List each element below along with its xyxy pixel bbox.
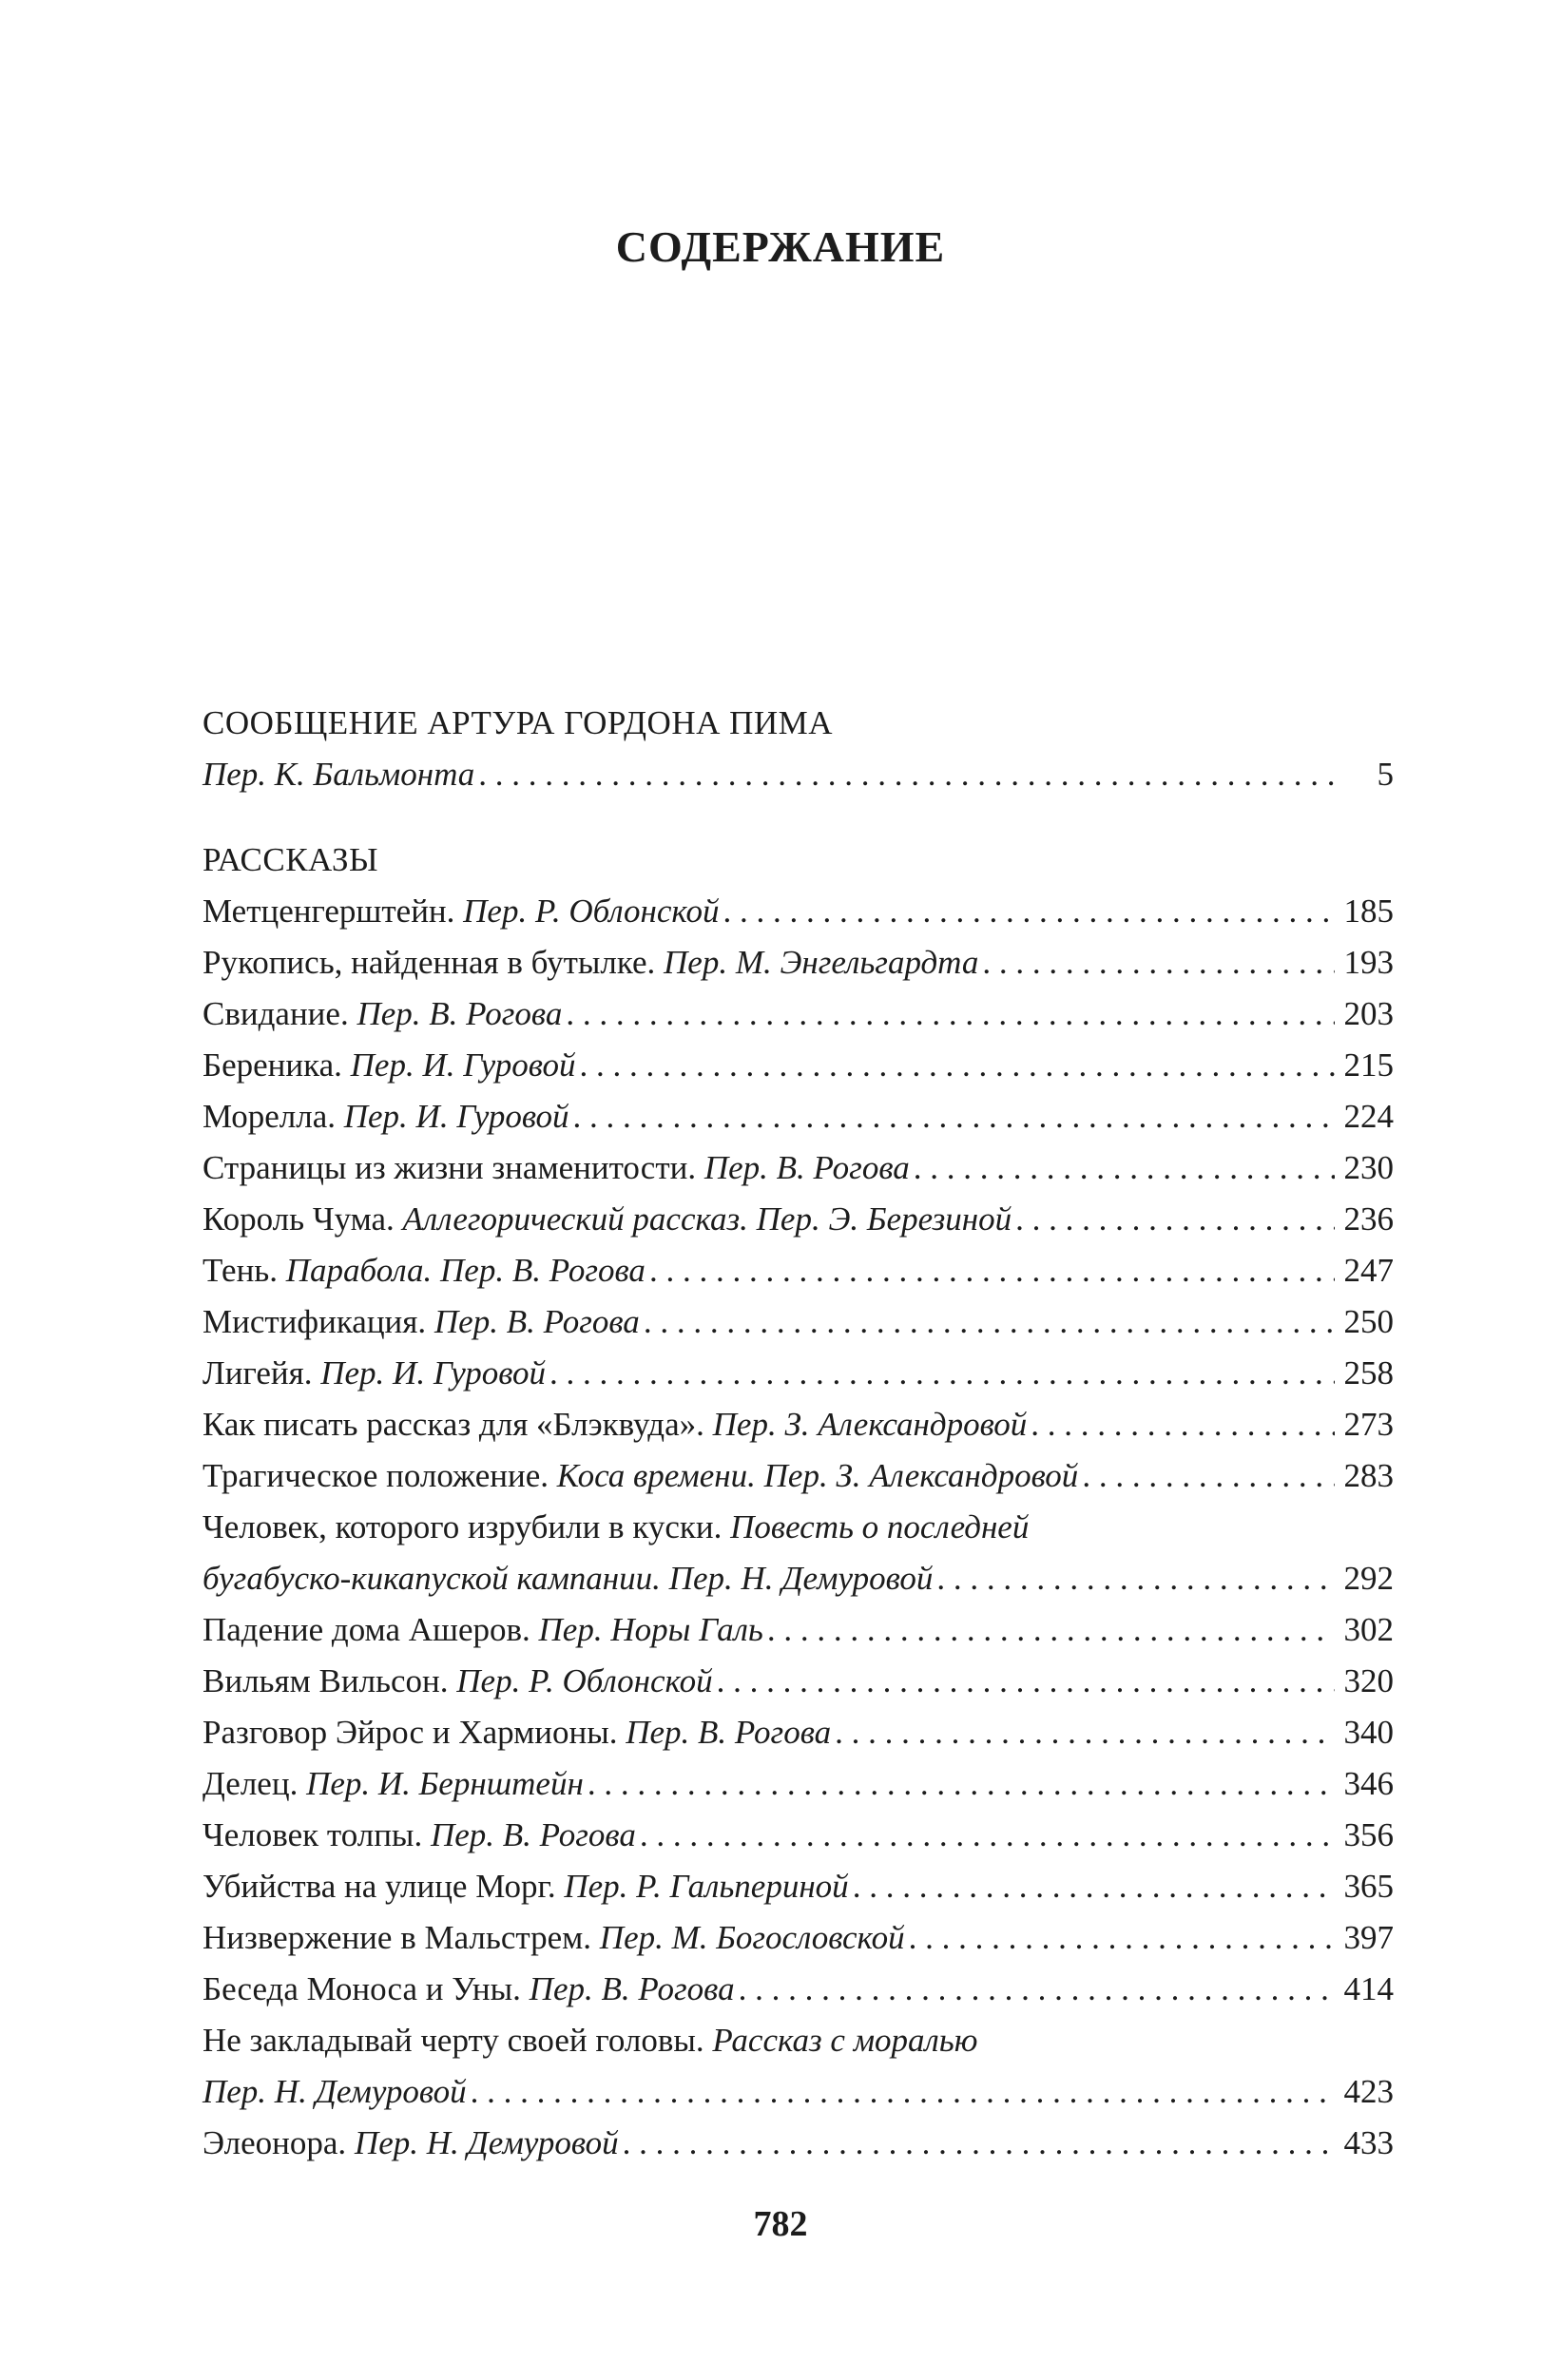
page-title: СОДЕРЖАНИЕ [615,222,946,271]
entry-page: 193 [1343,944,1394,981]
dot-leader [478,749,1335,800]
toc-entry[interactable] [202,1707,1394,1758]
entry-title: Падение дома Ашеров. [202,1611,539,1648]
toc-entry[interactable] [202,1861,1394,1912]
dot-leader [909,1912,1335,1964]
entry-page: 292 [1343,1560,1394,1597]
toc-entry[interactable] [202,1810,1394,1861]
entry-text [202,749,474,800]
entry-title: Метценгерштейн. [202,892,464,930]
entry-text [202,1964,735,2015]
dot-leader [471,2066,1335,2118]
entry-page: 203 [1343,995,1394,1032]
entry-translator: Пер. В. Рогова [434,1303,640,1340]
entry-text [202,1091,569,1142]
entry-page: 320 [1343,1662,1394,1699]
entry-text [202,1912,905,1964]
entry-translator: Пер. И. Бернштейн [306,1765,584,1802]
entry-title: Беседа Моноса и Уны. [202,1970,530,2007]
dot-leader [588,1758,1335,1810]
dot-leader [739,1964,1335,2015]
entry-title: Как писать рассказ для «Блэквуда». [202,1406,713,1443]
entry-translator: Пер. В. Рогова [626,1714,832,1751]
toc-entry[interactable] [202,749,1394,800]
entry-second-line [202,2066,1394,2118]
entry-text [202,1810,636,1861]
entry-translator: Парабола. Пер. В. Рогова [285,1252,646,1289]
entry-text [202,1194,1012,1245]
entry-title: Низвержение в Мальстрем. [202,1919,600,1956]
entry-text [202,988,562,1040]
entry-title: Разговор Эйрос и Хармионы. [202,1714,626,1751]
entry-page: 250 [1343,1303,1394,1340]
entry-translator: Пер. Р. Облонской [463,892,720,930]
toc-entry-multiline[interactable] [202,2015,1394,2118]
entry-text [202,1758,584,1810]
toc-entry[interactable] [202,1450,1394,1502]
entry-title: Береника. [202,1046,351,1084]
entry-translator: Пер. В. Рогова [529,1970,735,2007]
entry-translator: Пер. И. Гуровой [320,1354,547,1392]
entry-page: 423 [1343,2073,1394,2110]
dot-leader [566,988,1335,1040]
entry-page: 273 [1343,1406,1394,1443]
entry-translator: Пер. З. Александровой [712,1406,1028,1443]
entry-page: 258 [1343,1354,1394,1392]
entry-title: Делец. [202,1765,307,1802]
entry-text [202,1707,831,1758]
entry-page: 302 [1343,1611,1394,1648]
entry-text [202,886,719,937]
entry-page: 247 [1343,1252,1394,1289]
dot-leader [579,1040,1335,1091]
entry-second-line [202,1553,1394,1604]
dot-leader [623,2118,1335,2169]
page-number: 782 [753,2204,808,2244]
entry-title: Убийства на улице Морг. [202,1868,565,1905]
entry-translator: Пер. И. Гуровой [343,1098,569,1135]
entry-translator: Пер. Р. Гальпериной [564,1868,849,1905]
dot-leader [644,1296,1335,1348]
entry-translator: Пер. М. Энгельгардта [664,944,979,981]
entry-text [202,1142,910,1194]
entry-title: Вильям Вильсон. [202,1662,457,1699]
toc-entry[interactable] [202,1758,1394,1810]
dot-leader [1082,1450,1335,1502]
dot-leader [649,1245,1335,1296]
toc-entry[interactable] [202,1245,1394,1296]
entry-text [202,937,978,988]
entry-translator: бугабуско-кикапуской кампании. Пер. Н. Демуровой [202,1560,934,1597]
toc-entry[interactable] [202,1194,1394,1245]
entry-title: Морелла. [202,1098,344,1135]
entry-translator: Пер. В. Рогова [703,1149,910,1186]
toc-entry[interactable] [202,1040,1394,1091]
entry-text [202,1245,646,1296]
entry-translator: Пер. И. Гуровой [350,1046,576,1084]
entry-page: 356 [1343,1816,1394,1853]
entry-text [202,1040,575,1091]
entry-subtitle: Повесть о последней [730,1508,1030,1545]
dot-leader [717,1656,1335,1707]
toc-entry[interactable] [202,1604,1394,1656]
dot-leader [936,1553,1335,1604]
entry-title: Трагическое положение. [202,1457,557,1494]
dot-leader [982,937,1335,988]
entry-page: 5 [1377,756,1394,793]
toc-entry[interactable] [202,1656,1394,1707]
entry-page: 340 [1343,1714,1394,1751]
dot-leader [573,1091,1335,1142]
entry-page: 230 [1343,1149,1394,1186]
entry-text [202,1604,763,1656]
entry-title: Человек толпы. [202,1816,431,1853]
entry-first-line [202,2015,1394,2066]
entry-translator: Аллегорический рассказ. Пер. Э. Березиной [402,1200,1012,1238]
entry-text [202,1861,849,1912]
entry-page: 185 [1343,892,1394,930]
toc-entry[interactable] [202,1399,1394,1450]
entry-page: 224 [1343,1098,1394,1135]
toc-entry-multiline[interactable] [202,1502,1394,1604]
entry-page: 283 [1343,1457,1394,1494]
toc-entry[interactable] [202,886,1394,937]
dot-leader [1015,1194,1335,1245]
entry-page: 346 [1343,1765,1394,1802]
dot-leader [853,1861,1335,1912]
entry-translator: Пер. М. Богословской [599,1919,905,1956]
entry-translator: Пер. В. Рогова [357,995,563,1032]
entry-title: Свидание. [202,995,357,1032]
entry-page: 215 [1343,1046,1394,1084]
entry-translator: Пер. Р. Облонской [456,1662,713,1699]
toc-entry[interactable] [202,1296,1394,1348]
entry-title: Лигейя. [202,1354,321,1392]
toc-entry[interactable] [202,1142,1394,1194]
entry-title: Страницы из жизни знаменитости. [202,1149,704,1186]
entry-title: Король Чума. [202,1200,403,1238]
entry-page: 433 [1343,2124,1394,2161]
toc-entry[interactable] [202,1348,1394,1399]
entry-page: 414 [1343,1970,1394,2007]
toc-entry[interactable] [202,1964,1394,2015]
dot-leader [549,1348,1335,1399]
dot-leader [640,1810,1335,1861]
entry-title: Элеонора. [202,2124,355,2161]
entry-title: Не закладывай черту своей головы. [202,2022,713,2059]
entry-text [202,1296,640,1348]
toc-entry[interactable] [202,1912,1394,1964]
toc-entry[interactable] [202,2118,1394,2169]
dot-leader [1031,1399,1335,1450]
entry-text [202,1348,546,1399]
dot-leader [914,1142,1335,1194]
entry-page: 236 [1343,1200,1394,1238]
entry-title: Человек, которого изрубили в куски. [202,1508,731,1545]
entry-translator: Пер. К. Бальмонта [202,756,475,793]
dot-leader [835,1707,1335,1758]
entry-page: 397 [1343,1919,1394,1956]
entry-first-line [202,1502,1394,1553]
dot-leader [767,1604,1335,1656]
entry-translator: Коса времени. Пер. З. Александровой [556,1457,1079,1494]
section-heading-stories: РАССКАЗЫ [202,841,379,878]
toc-entry[interactable] [202,988,1394,1040]
entry-text [202,1399,1027,1450]
table-of-contents [202,698,1394,2169]
entry-title: Рукопись, найденная в бутылке. [202,944,665,981]
toc-entry[interactable] [202,1091,1394,1142]
entry-translator: Пер. Н. Демуровой [202,2073,467,2110]
entry-text [202,2118,619,2169]
entry-title: Тень. [202,1252,286,1289]
entry-title: Мистификация. [202,1303,434,1340]
toc-entry[interactable] [202,937,1394,988]
entry-translator: Пер. Норы Галь [538,1611,763,1648]
section-heading-pym: СООБЩЕНИЕ АРТУРА ГОРДОНА ПИМА [202,704,834,741]
entry-translator: Пер. В. Рогова [430,1816,636,1853]
entry-translator: Пер. Н. Демуровой [354,2124,619,2161]
entry-subtitle: Рассказ с моралью [712,2022,978,2059]
entry-page: 365 [1343,1868,1394,1905]
dot-leader [723,886,1335,937]
entry-text [202,1656,713,1707]
entry-text [202,1450,1078,1502]
